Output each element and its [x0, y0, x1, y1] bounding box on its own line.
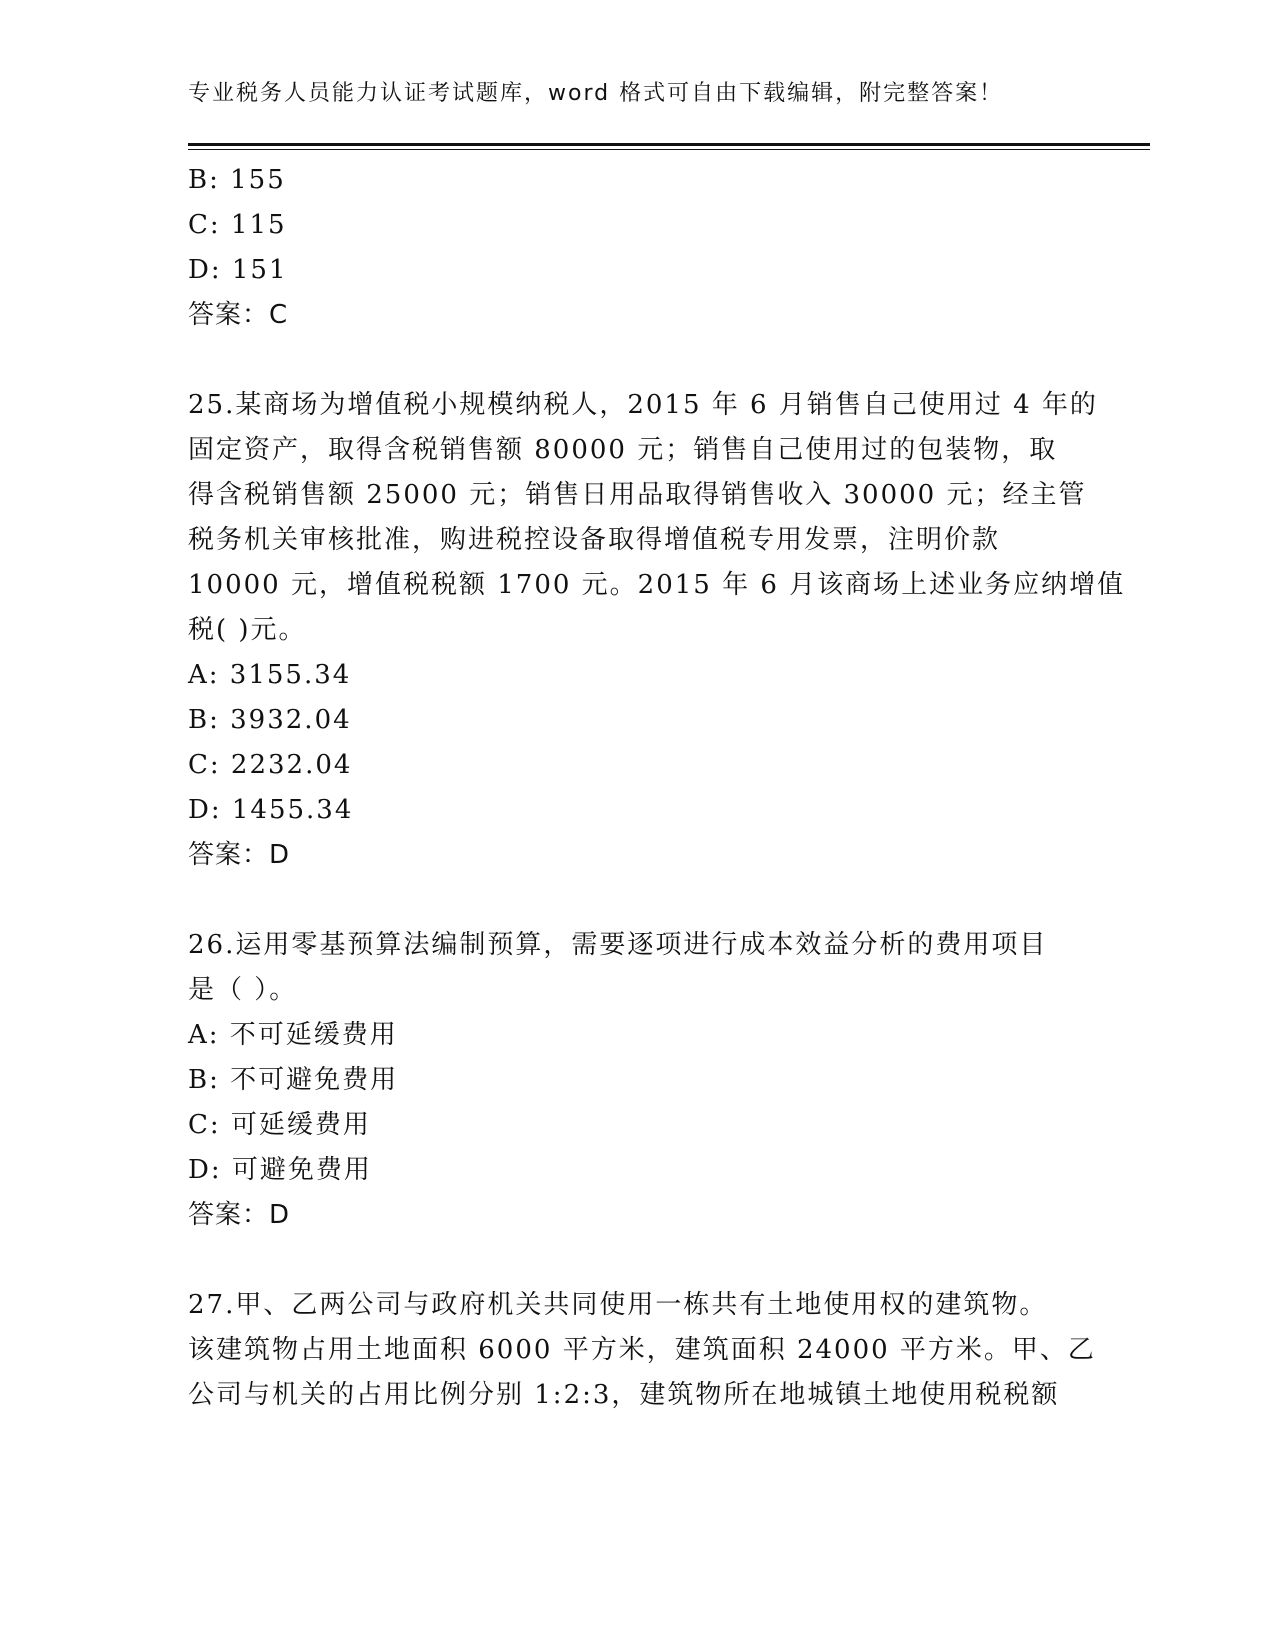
spacer: [188, 878, 1088, 923]
option-b: B: 155: [188, 165, 286, 195]
page-header: 专业税务人员能力认证考试题库，word 格式可自由下载编辑，附完整答案！: [188, 81, 1004, 106]
question-26: [188, 923, 1088, 1238]
option-b: B: 不可避免费用: [188, 1065, 399, 1095]
option-c: C: 115: [188, 210, 287, 240]
option-a: A: 不可延缓费用: [188, 1020, 398, 1050]
question-27: [188, 1283, 1096, 1418]
spacer: [188, 1238, 1088, 1283]
option-c: C: 可延缓费用: [188, 1110, 371, 1140]
question-stem-line: 公司与机关的占用比例分别 1:2:3，建筑物所在地城镇土地使用税税额: [188, 1380, 1060, 1410]
question-stem-line: 27.甲、乙两公司与政府机关共同使用一栋共有土地使用权的建筑物。: [188, 1290, 1048, 1320]
option-d: D: 1455.34: [188, 795, 354, 825]
option-b: B: 3932.04: [188, 705, 352, 735]
question-stem-line: 固定资产，取得含税销售额 80000 元；销售自己使用过的包装物，取: [188, 435, 1058, 465]
question-24: [188, 158, 1088, 338]
answer: 答案：D: [188, 1200, 291, 1230]
option-a: A: 3155.34: [188, 660, 352, 690]
option-c: C: 2232.04: [188, 750, 353, 780]
header-rule-thick: [188, 143, 1150, 146]
question-stem-line: 25.某商场为增值税小规模纳税人，2015 年 6 月销售自己使用过 4 年的: [188, 390, 1098, 420]
option-d: D: 151: [188, 255, 288, 285]
question-stem-line: 税( )元。: [188, 615, 307, 645]
answer: 答案：C: [188, 300, 289, 330]
question-25: [188, 383, 1126, 878]
question-stem-line: 税务机关审核批准，购进税控设备取得增值税专用发票，注明价款: [188, 525, 1001, 555]
question-stem-line: 该建筑物占用土地面积 6000 平方米，建筑面积 24000 平方米。甲、乙: [188, 1335, 1096, 1365]
question-list: [188, 158, 1126, 1418]
question-stem-line: 得含税销售额 25000 元；销售日用品取得销售收入 30000 元；经主管: [188, 480, 1087, 510]
question-stem-line: 10000 元，增值税税额 1700 元。2015 年 6 月该商场上述业务应纳增值: [188, 570, 1126, 600]
spacer: [188, 338, 1088, 383]
answer: 答案：D: [188, 840, 291, 870]
header-rule-thin: [188, 149, 1150, 150]
option-d: D: 可避免费用: [188, 1155, 372, 1185]
question-stem-line: 26.运用零基预算法编制预算，需要逐项进行成本效益分析的费用项目: [188, 930, 1048, 960]
question-stem-line: 是（ ）。: [188, 975, 298, 1005]
